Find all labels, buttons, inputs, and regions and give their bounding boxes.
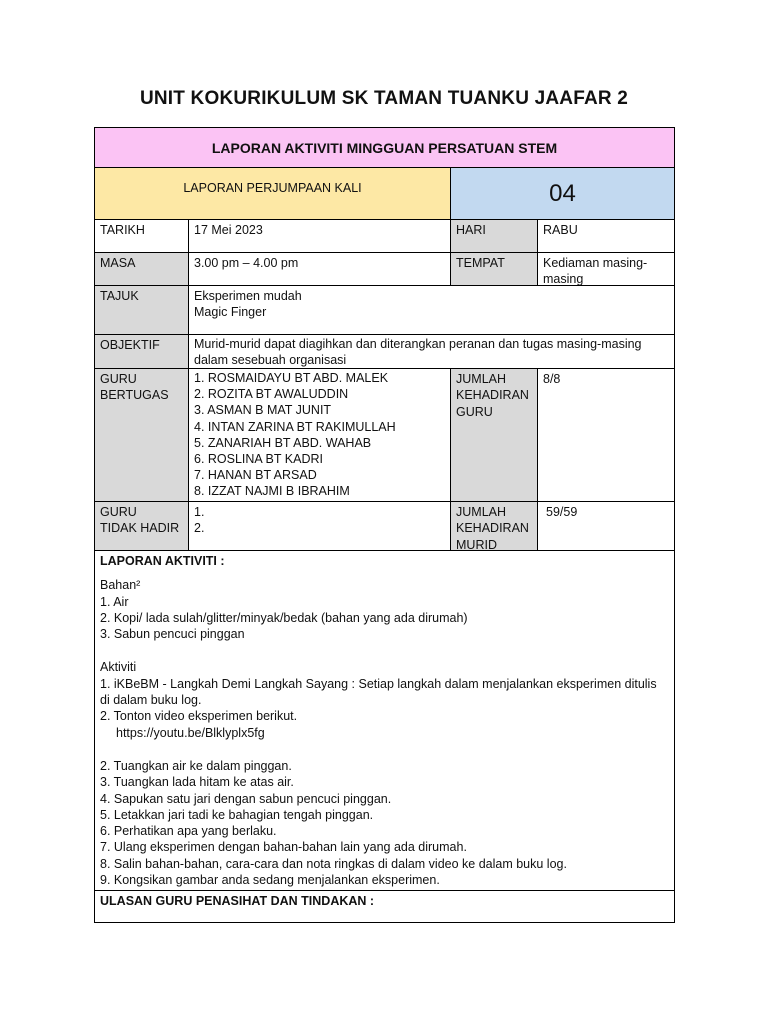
objective-value: Murid-murid dapat diagihkan dan diterangkan peranan dan tugas masing-masing dalam sesebuah organisasi <box>189 335 674 369</box>
meeting-label: LAPORAN PERJUMPAAN KALI <box>95 168 451 220</box>
time-value: 3.00 pm – 4.00 pm <box>189 253 451 286</box>
student-attendance-value: 59/59 <box>538 502 674 551</box>
time-label: MASA <box>95 253 189 286</box>
place-value: Kediaman masing-masing <box>538 253 674 286</box>
objective-label: OBJEKTIF <box>95 335 189 369</box>
activity-step: 3. Tuangkan lada hitam ke atas air. <box>100 775 294 790</box>
day-label: HARI <box>451 220 538 253</box>
teacher-attendance-label <box>451 369 538 502</box>
topic-line: Magic Finger <box>194 305 267 320</box>
material-item: 3. Sabun pencuci pinggan <box>100 627 245 642</box>
activity-step: 1. iKBeBM - Langkah Demi Langkah Sayang : Setiap langkah dalam menjalankan eksperimen ditulis <box>100 676 657 691</box>
teachers-label-line: BERTUGAS <box>100 388 169 403</box>
activity-heading: Aktiviti <box>100 660 137 675</box>
date-value: 17 Mei 2023 <box>189 220 451 253</box>
student-attendance-label <box>451 502 538 551</box>
topic-value <box>189 286 674 335</box>
activity-step: 7. Ulang eksperimen dengan bahan-bahan lain yang ada dirumah. <box>100 840 467 855</box>
video-link[interactable]: https://youtu.be/Blklyplx5fg <box>116 725 265 740</box>
activity-report <box>95 551 674 891</box>
absent-list <box>189 502 451 551</box>
teacher-attendance-value: 8/8 <box>538 369 674 502</box>
teachers-label-line: GURU <box>100 372 137 386</box>
activity-step: 8. Salin bahan-bahan, cara-cara dan nota ringkas di dalam video ke dalam buku log. <box>100 856 567 871</box>
absent-item: 1. <box>194 505 205 519</box>
activity-step: 4. Sapukan satu jari dengan sabun pencuci pinggan. <box>100 791 392 806</box>
activity-step: 2. Tuangkan air ke dalam pinggan. <box>100 758 292 773</box>
materials-heading: Bahan² <box>100 578 141 593</box>
teachers-label <box>95 369 189 502</box>
topic-line: Eksperimen mudah <box>194 289 302 303</box>
absent-label-line: GURU <box>100 505 137 519</box>
teacher-attendance-label-line: GURU <box>456 404 493 419</box>
teacher-attendance-label-line: KEHADIRAN <box>456 388 529 403</box>
teacher-item: 2. ROZITA BT AWALUDDIN <box>194 387 349 402</box>
teachers-list <box>189 369 451 502</box>
teacher-item: 3. ASMAN B MAT JUNIT <box>194 403 332 418</box>
teacher-attendance-label-line: JUMLAH <box>456 372 507 386</box>
material-item: 1. Air <box>100 594 129 609</box>
student-attendance-label-line: JUMLAH <box>456 505 507 519</box>
activity-report-label: LAPORAN AKTIVITI : <box>100 554 225 568</box>
report-header: LAPORAN AKTIVITI MINGGUAN PERSATUAN STEM <box>95 128 674 168</box>
activity-step: di dalam buku log. <box>100 693 202 708</box>
teacher-item: 1. ROSMAIDAYU BT ABD. MALEK <box>194 371 389 385</box>
teacher-item: 5. ZANARIAH BT ABD. WAHAB <box>194 435 372 450</box>
advisor-comments: ULASAN GURU PENASIHAT DAN TINDAKAN : <box>100 894 375 908</box>
topic-label: TAJUK <box>95 286 189 335</box>
student-attendance-label-line: MURID <box>456 537 497 551</box>
teacher-item: 7. HANAN BT ARSAD <box>194 468 317 483</box>
document-title: UNIT KOKURIKULUM SK TAMAN TUANKU JAAFAR 2 <box>139 88 629 109</box>
absent-label <box>95 502 189 551</box>
absent-label-line: TIDAK HADIR <box>100 521 180 536</box>
place-label: TEMPAT <box>451 253 538 286</box>
date-label: TARIKH <box>95 220 189 253</box>
meeting-number: 04 <box>451 168 674 220</box>
activity-step: 6. Perhatikan apa yang berlaku. <box>100 824 277 839</box>
material-item: 2. Kopi/ lada sulah/glitter/minyak/bedak (bahan yang ada dirumah) <box>100 610 468 625</box>
teacher-item: 6. ROSLINA BT KADRI <box>194 452 323 467</box>
teacher-item: 8. IZZAT NAJMI B IBRAHIM <box>194 484 350 499</box>
activity-step: 9. Kongsikan gambar anda sedang menjalankan eksperimen. <box>100 873 440 888</box>
activity-step: 5. Letakkan jari tadi ke bahagian tengah pinggan. <box>100 807 374 822</box>
teacher-item: 4. INTAN ZARINA BT RAKIMULLAH <box>194 419 396 434</box>
absent-item: 2. <box>194 521 205 536</box>
report-form <box>94 127 675 923</box>
day-value: RABU <box>538 220 674 253</box>
student-attendance-label-line: KEHADIRAN <box>456 521 529 536</box>
activity-step: 2. Tonton video eksperimen berikut. <box>100 709 298 724</box>
